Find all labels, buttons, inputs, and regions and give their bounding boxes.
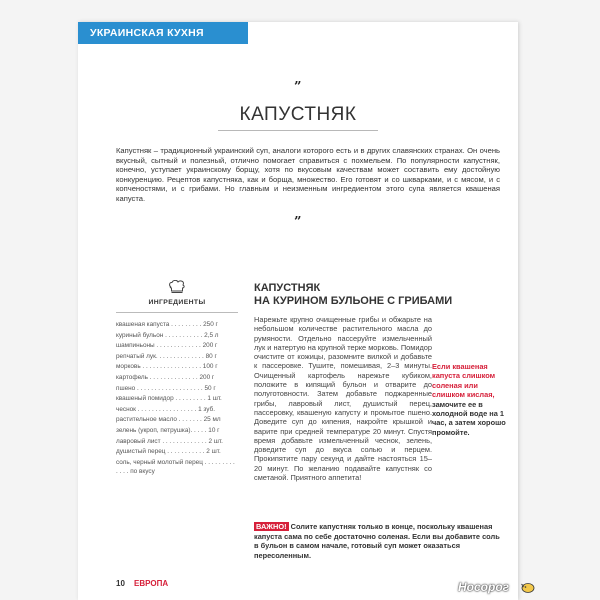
book-page [78,22,518,600]
page-number: 10 [116,579,125,588]
rhino-logo-icon [521,580,535,594]
ingredient-item: морковь . . . . . . . . . . . . . . . . . 100 г [116,363,218,371]
quote-mark-top: „ [294,72,302,87]
tip-box [432,362,512,437]
ingredient-item: квашеный помидор . . . . . . . . . 1 шт. [116,395,222,403]
chef-hat-icon [168,280,186,294]
ingredient-item: картофель . . . . . . . . . . . . . . 200 г [116,373,215,381]
section-banner: УКРАИНСКАЯ КУХНЯ [78,22,248,44]
important-badge: ВАЖНО! [256,522,287,531]
ingredients-divider [116,312,238,313]
important-text: Солите капустняк только в конце, поскольку квашеная капуста сама по себе достаточно соленая. Если вы добавите соль в бульон в самом начале, готовый суп может оказаться пересоленным. [254,522,500,560]
watermark-logo: Носорог [458,580,510,594]
ingredient-item: душистый перец . . . . . . . . . . . 2 шт. [116,448,221,456]
ingredients-list [116,320,238,477]
title-divider [218,130,378,131]
ingredient-item: соль, черный молотый перец . . . . . . . . . . . . . по вкусу [116,458,235,476]
recipe-title-line2: НА КУРИНОМ БУЛЬОНЕ С ГРИБАМИ [254,295,453,307]
page-title: КАПУСТНЯК [239,104,357,125]
recipe-title-line1: КАПУСТНЯК [254,282,321,294]
ingredient-item: куриный бульон . . . . . . . . . . . 2,5 л [116,331,219,339]
recipe-instructions: Нарежьте крупно очищенные грибы и обжарьте на небольшом количестве растительного масла до румяности. Отдельно пассеруйте измельченный лук и натертую на крупной терке морковь. Помидор очистите от кожицы, разомните вилкой и добавьте к пассеровке. Тушите, помешивая, 2–3 минуты. Очищенный картофель нарежьте кубиком, положите в кипящий бульон и отварите до полуготовности. Затем добавьте поджаренные грибы, лавровый лист, душистый перец, пассеровку, квашеную капусту и промытое пшено. Доведите суп до кипения, накройте крышкой и варите при средней температуре 20 минут. Спустя время добавьте измельченный чеснок, зелень, доведите суп до вкуса солью и перцем. Прокипятите пару секунд и дайте настояться 15–20 минут. По желанию подавайте капустняк со сметаной. Приятного аппетита! [254,315,432,483]
ingredient-item: растительное масло . . . . . . . 25 мл [116,416,221,424]
ingredient-item: лавровый лист . . . . . . . . . . . . . 2 шт. [116,437,223,445]
ingredient-item: шампиньоны . . . . . . . . . . . . . 200 г [116,342,218,350]
footer-section: ЕВРОПА [134,579,169,588]
recipe-title [254,282,504,308]
important-note [254,522,504,560]
ingredient-item: репчатый лук. . . . . . . . . . . . . . 80 г [116,352,217,360]
ingredient-item: квашеная капуста . . . . . . . . . 250 г [116,321,218,328]
tip-highlight: Если квашеная капуста слишком соленая или слишком кислая, [432,362,496,400]
quote-mark-middle: „ [294,207,302,222]
tip-text: замочите ее в холодной воде на 1 час, а затем хорошо промойте. [432,399,506,437]
ingredient-item: зелень (укроп, петрушка). . . . . 10 г [116,426,220,434]
intro-paragraph: Капустняк – традиционный украинский суп, аналоги которого есть и в других славянских странах. Он очень вкусный, сытный и полезный, отлично помогает справиться с похмельем. По популярности капустняк, конечно, уступает украинскому борщу, хотя по вкусовым качествам может составить ему достойную конкуренцию. Рецептов капустняка, как и борща, множество. Его готовят и со шкварками, и с мясом, и с копченостями, и с грибами. Но главным и неизменным ингредиентом этого супа является квашеная капуста. [116,146,500,203]
ingredient-item: пшено . . . . . . . . . . . . . . . . . . . 50 г [116,384,216,392]
ingredients-title: ИНГРЕДИЕНТЫ [148,299,206,306]
ingredient-item: чеснок . . . . . . . . . . . . . . . . . 1 зуб. [116,405,215,413]
